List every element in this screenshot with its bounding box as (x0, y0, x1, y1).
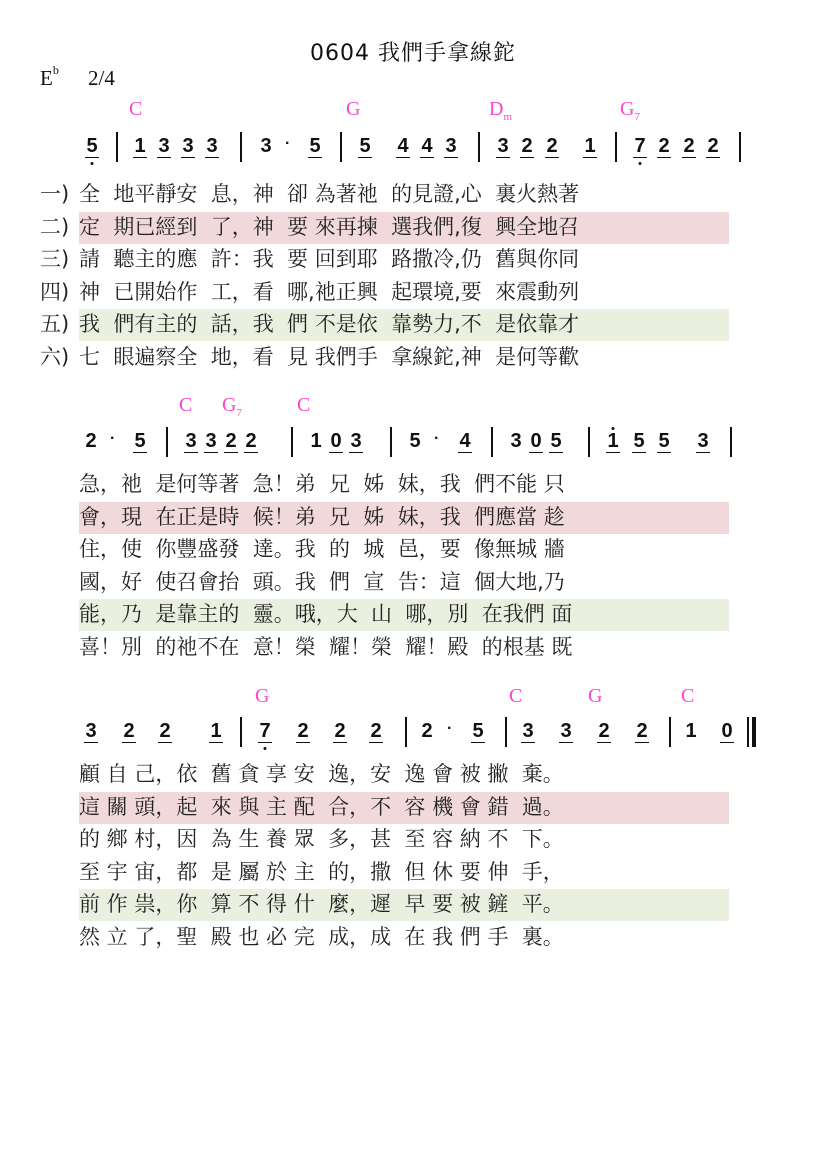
note-2 (158, 720, 172, 743)
note-3 (205, 135, 219, 158)
note-digit: 3 (697, 430, 709, 452)
barline (478, 132, 480, 162)
note-0 (720, 720, 734, 743)
chord-root: C (129, 98, 143, 120)
note-4 (396, 135, 410, 158)
augmentation-dot: · (434, 430, 440, 447)
lyric-line-verse-1: 急，祂 是何等著 急！弟 兄 姊 妹，我 們不能 只 (79, 472, 565, 496)
chord-root: G (588, 685, 603, 707)
note-digit: 1 (584, 135, 596, 157)
note-digit: 5 (409, 430, 421, 452)
verse-label: 三) (40, 247, 70, 271)
note-digit: 0 (530, 430, 542, 452)
note-3 (204, 430, 218, 453)
verse-label: 二) (40, 214, 70, 239)
chord-root: C (179, 394, 193, 416)
note-digit: 2 (546, 135, 558, 157)
lyric-line-verse-2: 定 期已經到 了，神 要 來再揀 選我們,復 興全地召 (79, 214, 580, 239)
note-1 (684, 720, 698, 742)
note-3 (157, 135, 171, 158)
note-5 (549, 430, 563, 453)
note-digit: 3 (522, 720, 534, 742)
note-5 (632, 430, 646, 453)
chord-symbol (297, 394, 310, 417)
chord-root: G (222, 394, 237, 416)
chord-root: C (509, 685, 523, 707)
note-digit: 3 (560, 720, 572, 742)
note-3 (496, 135, 510, 158)
barline (166, 427, 168, 457)
note-digit: 3 (85, 720, 97, 742)
verse-label: 四) (40, 279, 70, 304)
verse-label: 五) (40, 312, 70, 336)
note-digit: 1 (134, 135, 146, 157)
note-2 (333, 720, 347, 743)
barline (340, 132, 342, 162)
note-5 (85, 135, 99, 158)
note-digit: 7 (634, 135, 646, 157)
lower-octave-dot (91, 162, 94, 165)
barline (116, 132, 118, 162)
barline (405, 717, 407, 747)
note-4 (458, 430, 472, 453)
lyric-line-verse-4: 至 宇 宙，都 是 屬 於 主 的，撒 但 休 要 伸 手， (79, 859, 564, 884)
thick-barline (752, 717, 756, 747)
lyric-line-verse-3: 住，使 你豐盛發 達。我 的 城 邑，要 像無城 牆 (79, 537, 565, 561)
note-2 (706, 135, 720, 158)
lyric-line-verse-5: 能，乃 是靠主的 靈。哦，大 山 哪，別 在我們 面 (79, 602, 573, 626)
note-0 (529, 430, 543, 453)
song-title: 0604 我們手拿線鉈 (310, 41, 516, 66)
note-digit: 3 (158, 135, 170, 157)
note-4 (420, 135, 434, 158)
augmentation-dot: · (447, 720, 453, 737)
note-digit: 5 (359, 135, 371, 157)
barline (505, 717, 507, 747)
note-2 (296, 720, 310, 743)
note-digit: 7 (259, 720, 271, 742)
lyric-line-verse-6: 喜！別 的祂不在 意！榮 耀！榮 耀！殿 的根基 既 (79, 634, 573, 659)
barline (240, 717, 242, 747)
barline (588, 427, 590, 457)
note-digit: 2 (370, 720, 382, 742)
lyric-line-verse-2: 這 關 頭，起 來 與 主 配 合，不 容 機 會 錯 過。 (79, 794, 564, 819)
chord-symbol (179, 394, 192, 417)
chord-symbol (255, 685, 269, 708)
barline (615, 132, 617, 162)
note-5 (657, 430, 671, 453)
chord-root: G (255, 685, 270, 707)
key-signature (40, 63, 59, 91)
chord-symbol (620, 98, 640, 123)
note-digit: 2 (159, 720, 171, 742)
note-digit: 3 (350, 430, 362, 452)
note-3 (509, 430, 523, 452)
barline (291, 427, 293, 457)
time-signature: 2/4 (88, 66, 115, 90)
thin-barline (747, 717, 749, 747)
note-digit: 2 (421, 720, 433, 742)
barline (739, 132, 741, 162)
chord-symbol (588, 685, 602, 708)
note-3 (349, 430, 363, 453)
note-3 (181, 135, 195, 158)
chord-root: C (681, 685, 695, 707)
lyric-line-verse-1: 顧 自 己，依 舊 貪 享 安 逸，安 逸 會 被 撇 棄。 (79, 762, 564, 786)
chord-symbol (509, 685, 522, 708)
upper-octave-dot (612, 427, 615, 430)
barline (240, 132, 242, 162)
barline (669, 717, 671, 747)
note-5 (408, 430, 422, 452)
chord-root: G (620, 98, 635, 120)
note-digit: 2 (658, 135, 670, 157)
lyric-line-verse-3: 的 鄉 村，因 為 生 養 眾 多，甚 至 容 納 不 下。 (79, 827, 564, 851)
note-2 (657, 135, 671, 158)
note-3 (444, 135, 458, 158)
note-digit: 3 (206, 135, 218, 157)
note-3 (84, 720, 98, 743)
note-digit: 1 (210, 720, 222, 742)
note-3 (521, 720, 535, 743)
note-3 (184, 430, 198, 453)
note-digit: 5 (309, 135, 321, 157)
note-2 (597, 720, 611, 743)
augmentation-dot: · (110, 430, 116, 447)
note-digit: 5 (86, 135, 98, 157)
key-letter: E (40, 66, 53, 90)
verse-label: 一) (40, 182, 70, 206)
note-5 (471, 720, 485, 743)
note-7 (258, 720, 272, 743)
chord-root: D (489, 98, 504, 120)
note-digit: 2 (225, 430, 237, 452)
note-2 (244, 430, 258, 453)
lyric-line-verse-2: 會，現 在正是時 候！弟 兄 姊 妹，我 們應當 趁 (79, 504, 565, 529)
lyric-line-verse-1: 全 地平靜安 息，神 卻 為著祂 的見證,心 裏火熱著 (79, 182, 580, 206)
chord-quality: 7 (634, 111, 640, 123)
lower-octave-dot (264, 747, 267, 750)
note-1 (606, 430, 620, 453)
note-3 (559, 720, 573, 743)
note-5 (358, 135, 372, 158)
note-0 (329, 430, 343, 453)
chord-symbol (129, 98, 142, 121)
lyric-line-verse-5: 前 作 祟，你 算 不 得 什 麼，遲 早 要 被 鏟 平。 (79, 892, 564, 916)
note-2 (369, 720, 383, 743)
lyric-line-verse-4: 國，好 使召會抬 頭。我 們 宣 告：這 個大地,乃 (79, 569, 565, 594)
chord-quality: 7 (236, 407, 242, 419)
note-digit: 4 (421, 135, 433, 157)
note-2 (420, 720, 434, 742)
note-digit: 5 (134, 430, 146, 452)
note-1 (309, 430, 323, 452)
note-digit: 2 (683, 135, 695, 157)
chord-symbol (489, 98, 512, 123)
note-digit: 3 (182, 135, 194, 157)
note-digit: 2 (598, 720, 610, 742)
chord-symbol (222, 394, 242, 419)
note-7 (633, 135, 647, 158)
note-2 (682, 135, 696, 158)
note-digit: 2 (707, 135, 719, 157)
note-digit: 3 (205, 430, 217, 452)
key-accidental: b (52, 63, 59, 77)
lyric-line-verse-5: 我 們有主的 話，我 們 不是依 靠勢力,不 是依靠才 (79, 312, 580, 336)
note-digit: 4 (459, 430, 471, 452)
note-digit: 5 (550, 430, 562, 452)
note-5 (308, 135, 322, 158)
lyric-line-verse-3: 請 聽主的應 許：我 要 回到耶 路撒冷,仍 舊與你同 (79, 247, 580, 271)
note-digit: 5 (658, 430, 670, 452)
note-digit: 0 (330, 430, 342, 452)
note-digit: 3 (185, 430, 197, 452)
note-1 (209, 720, 223, 743)
note-digit: 3 (497, 135, 509, 157)
lyric-line-verse-4: 神 已開始作 工，看 哪,祂正興 起環境,要 來震動列 (79, 279, 580, 304)
lyric-line-verse-6: 然 立 了，聖 殿 也 必 完 成，成 在 我 們 手 裏。 (79, 924, 564, 949)
note-digit: 2 (245, 430, 257, 452)
note-5 (133, 430, 147, 453)
note-digit: 2 (85, 430, 97, 452)
note-digit: 5 (472, 720, 484, 742)
note-digit: 1 (310, 430, 322, 452)
note-digit: 2 (521, 135, 533, 157)
barline (491, 427, 493, 457)
note-3 (696, 430, 710, 453)
barline (390, 427, 392, 457)
chord-symbol (681, 685, 694, 708)
lower-octave-dot (639, 162, 642, 165)
note-digit: 0 (721, 720, 733, 742)
note-2 (520, 135, 534, 158)
chord-root: C (297, 394, 311, 416)
barline (730, 427, 732, 457)
note-digit: 3 (445, 135, 457, 157)
augmentation-dot: · (285, 135, 291, 152)
note-digit: 1 (607, 430, 619, 452)
note-digit: 1 (685, 720, 697, 742)
note-1 (583, 135, 597, 158)
chord-symbol (346, 98, 360, 121)
note-digit: 3 (260, 135, 272, 157)
note-digit: 4 (397, 135, 409, 157)
verse-label: 六) (40, 344, 70, 369)
note-digit: 2 (123, 720, 135, 742)
note-digit: 2 (636, 720, 648, 742)
note-digit: 3 (510, 430, 522, 452)
note-digit: 2 (297, 720, 309, 742)
note-digit: 5 (633, 430, 645, 452)
chord-quality: m (503, 111, 513, 123)
note-2 (545, 135, 559, 158)
note-1 (133, 135, 147, 158)
note-3 (259, 135, 273, 157)
chord-root: G (346, 98, 361, 120)
note-2 (635, 720, 649, 743)
lyric-line-verse-6: 七 眼遍察全 地，看 見 我們手 拿線鉈,神 是何等歡 (79, 344, 580, 369)
note-2 (224, 430, 238, 453)
note-digit: 2 (334, 720, 346, 742)
note-2 (122, 720, 136, 743)
note-2 (84, 430, 98, 452)
